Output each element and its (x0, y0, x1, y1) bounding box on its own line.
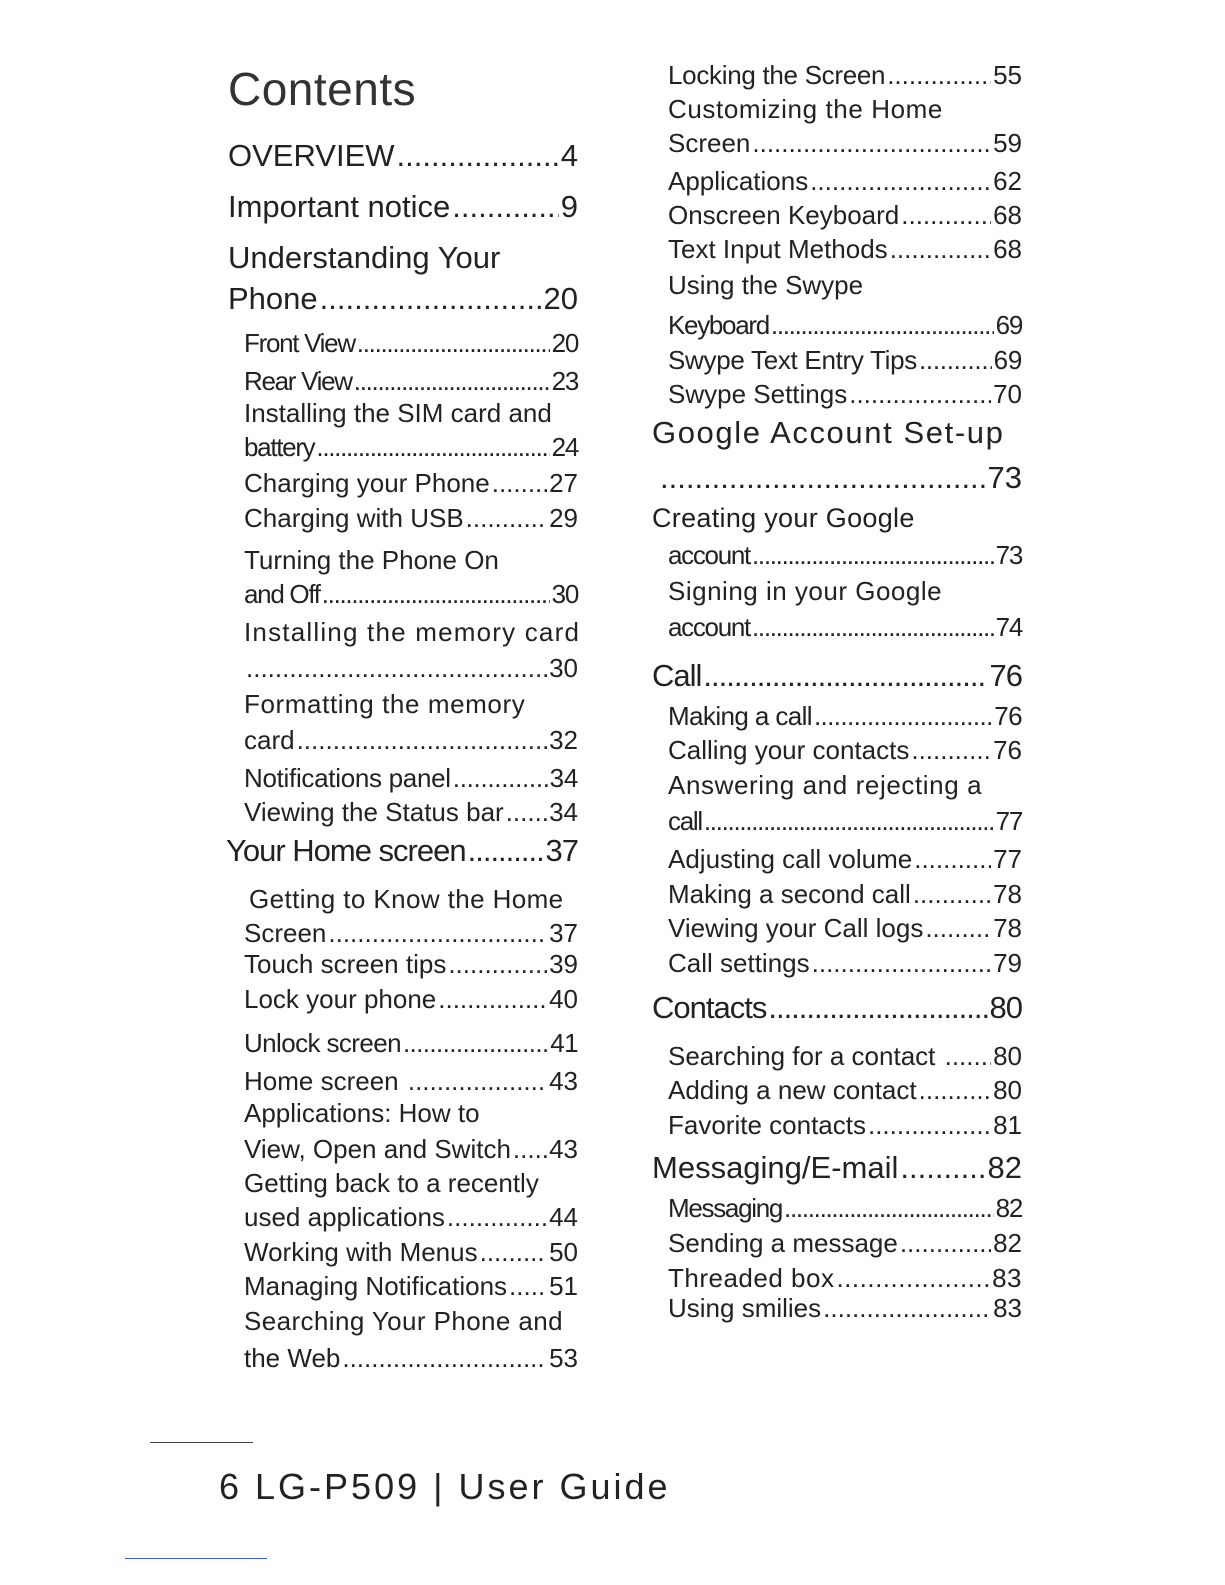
toc-label-line: Understanding Your (228, 240, 501, 275)
toc-page: 82 (987, 1150, 1022, 1185)
toc-entry-install-memory[interactable] (228, 617, 581, 683)
toc-entry-locking-screen[interactable] (652, 62, 1022, 88)
toc-label: Phone (228, 281, 318, 316)
toc-page: 68 (993, 234, 1022, 264)
toc-page: 79 (993, 948, 1022, 978)
toc-label-line: Formatting the memory (244, 689, 526, 719)
toc-entry-google-setup[interactable] (652, 417, 1022, 493)
toc-label: Messaging/E-mail (652, 1150, 899, 1185)
toc-label-line: Answering and rejecting a (668, 770, 983, 800)
toc-page: 76 (989, 658, 1022, 693)
toc-label: Calling your contacts (668, 735, 910, 765)
toc-label: Call settings (668, 948, 810, 978)
toc-entry-making-call[interactable] (652, 703, 1022, 729)
toc-entry-text-input[interactable] (652, 236, 1022, 262)
toc-entry-lock-phone[interactable] (228, 986, 578, 1012)
toc-label: Managing Notifications (244, 1271, 508, 1301)
toc-page: 37 (545, 833, 578, 868)
toc-entry-format-memory[interactable] (228, 691, 578, 753)
toc-label: Adding a new contact (668, 1075, 917, 1105)
toc-entry-overview[interactable] (228, 140, 578, 171)
toc-label: Working with Menus (244, 1237, 478, 1267)
toc-label: View, Open and Switch (244, 1134, 511, 1164)
toc-entry-status-bar[interactable] (228, 799, 578, 825)
toc-label: Making a second call (668, 879, 911, 909)
toc-left-column (226, 62, 581, 1373)
toc-entry-searching[interactable] (228, 1308, 578, 1371)
toc-entry-important-notice[interactable] (228, 191, 578, 222)
toc-label: OVERVIEW (228, 138, 395, 173)
toc-entry-call[interactable] (652, 660, 1022, 691)
page-title: Contents (228, 63, 417, 115)
toc-label: Screen (244, 918, 327, 948)
toc-label-line: Signing in your Google (668, 576, 943, 606)
toc-label: Favorite contacts (668, 1110, 866, 1140)
toc-label: the Web (244, 1343, 341, 1373)
toc-entry-second-call[interactable] (652, 881, 1022, 907)
toc-page: 53 (549, 1343, 578, 1373)
toc-entry-your-home-screen[interactable] (226, 835, 578, 866)
toc-page: 20 (551, 328, 578, 358)
toc-entry-call-settings[interactable] (652, 950, 1022, 976)
toc-label: Messaging (668, 1193, 783, 1223)
toc-entry-working-menus[interactable] (228, 1239, 578, 1265)
toc-label: Call (652, 658, 702, 693)
toc-page: 9 (560, 189, 578, 224)
toc-label: Notifications panel (244, 763, 451, 793)
toc-label-line: Searching Your Phone and (244, 1306, 563, 1336)
bottom-link-underline (125, 1558, 267, 1559)
toc-label: Applications (668, 166, 809, 196)
toc-label-line: Applications: How to (244, 1098, 480, 1128)
toc-page: 81 (993, 1110, 1022, 1140)
footer-rule (150, 1442, 253, 1443)
toc-entry-threaded-box[interactable] (652, 1265, 1022, 1291)
toc-label: Viewing your Call logs (668, 913, 924, 943)
toc-entry-getting-back[interactable] (228, 1170, 578, 1230)
toc-label: Your Home screen (226, 833, 466, 868)
toc-label: used applications (244, 1202, 445, 1232)
toc-label: Onscreen Keyboard (668, 200, 900, 230)
toc-right-column (652, 62, 1022, 1321)
toc-page: 41 (550, 1028, 578, 1058)
toc-page: 77 (995, 806, 1022, 836)
toc-entry-rear-view[interactable] (228, 368, 578, 394)
toc-label: Swype Text Entry Tips (668, 345, 917, 375)
toc-label: card (244, 725, 295, 755)
toc-page: 29 (549, 503, 578, 533)
toc-page: 30 (551, 579, 578, 609)
toc-entry-notifications-panel[interactable] (228, 765, 578, 791)
toc-entry-managing-notifications[interactable] (228, 1273, 578, 1299)
toc-page: 77 (993, 844, 1022, 874)
toc-entry-signing-google[interactable] (652, 578, 1022, 640)
toc-label-line: Customizing the Home (668, 94, 943, 124)
toc-label-line: Using the Swype (668, 270, 864, 300)
toc-entry-swype-tips[interactable] (652, 347, 1022, 373)
toc-entry-unlock-screen[interactable] (228, 1030, 578, 1056)
toc-label: Rear View (244, 366, 352, 396)
toc-entry-touch-tips[interactable] (228, 951, 578, 977)
toc-page: 73 (995, 540, 1022, 570)
toc-label: account (668, 612, 750, 642)
toc-label-line: Installing the SIM card and (244, 398, 552, 428)
toc-page: 44 (549, 1202, 578, 1232)
toc-label: Home screen (244, 1066, 406, 1096)
toc-page: 32 (549, 725, 578, 755)
toc-label: call (668, 806, 702, 836)
toc-page: 82 (995, 1193, 1022, 1223)
toc-page: 83 (993, 1293, 1022, 1323)
toc-label: Making a call (668, 701, 812, 731)
toc-label-line: Turning the Phone On (244, 545, 499, 575)
toc-entry-onscreen-keyboard[interactable] (652, 202, 1022, 228)
toc-page: 74 (995, 612, 1022, 642)
toc-entry-swype-keyboard[interactable] (652, 272, 1022, 338)
toc-page: 68 (993, 200, 1022, 230)
toc-page: 40 (549, 984, 578, 1014)
toc-entry-sending-message[interactable] (652, 1230, 1022, 1256)
toc-label: Charging with USB (244, 503, 464, 533)
toc-page: 50 (549, 1237, 578, 1267)
toc-entry-charging-phone[interactable] (228, 470, 578, 496)
toc-page: 4 (560, 138, 578, 173)
toc-label-line: Getting back to a recently (244, 1168, 539, 1198)
toc-page: 59 (993, 128, 1022, 158)
toc-label: Adjusting call volume (668, 844, 913, 874)
toc-entry-search-contact[interactable] (652, 1043, 1022, 1069)
toc-label: Screen (668, 128, 751, 158)
toc-label: Sending a message (668, 1228, 898, 1258)
toc-entry-applications-how-to[interactable] (228, 1100, 578, 1162)
toc-page: 30 (549, 653, 578, 683)
toc-label-line: Google Account Set-up (652, 415, 1005, 450)
toc-page: 34 (549, 797, 578, 827)
toc-entry-understanding[interactable] (228, 242, 578, 314)
toc-label: Unlock screen (244, 1028, 401, 1058)
toc-entry-charging-usb[interactable] (228, 505, 578, 531)
toc-page: 80 (989, 990, 1022, 1025)
toc-page: 39 (549, 949, 578, 979)
toc-entry-using-smilies[interactable] (652, 1295, 1022, 1321)
toc-page: 24 (551, 432, 578, 462)
toc-page: 34 (549, 763, 578, 793)
toc-page: 20 (543, 281, 578, 316)
toc-entry-swype-settings[interactable] (652, 381, 1022, 407)
toc-entry-getting-to-know[interactable] (228, 886, 578, 946)
toc-label: battery (244, 432, 315, 462)
toc-page: 51 (549, 1271, 578, 1301)
toc-label: Contacts (652, 990, 767, 1025)
toc-page: 62 (993, 166, 1022, 196)
toc-page: 55 (993, 60, 1022, 90)
toc-page: 78 (993, 879, 1022, 909)
toc-label-line: Installing the memory card (244, 617, 581, 647)
toc-label: Viewing the Status bar (244, 797, 504, 827)
toc-label: Swype Settings (668, 379, 848, 409)
toc-page: 69 (995, 310, 1022, 340)
toc-page: 43 (549, 1066, 578, 1096)
page-footer: 6 LG-P509 | User Guide (219, 1466, 671, 1507)
toc-label: Keyboard (668, 310, 769, 340)
toc-label: Locking the Screen (668, 60, 886, 90)
toc-page: 82 (993, 1228, 1022, 1258)
toc-label: and Off (244, 579, 320, 609)
toc-page: 73 (987, 460, 1022, 495)
toc-entry-call-logs[interactable] (652, 915, 1022, 941)
toc-page: 23 (551, 366, 578, 396)
toc-label: Searching for a contact (668, 1041, 943, 1071)
toc-entry-contacts[interactable] (652, 992, 1022, 1023)
toc-label-line: Creating your Google (652, 503, 915, 533)
toc-page: 43 (549, 1134, 578, 1164)
toc-label: Front View (244, 328, 355, 358)
toc-label: Charging your Phone (244, 468, 490, 498)
toc-entry-sim-card[interactable] (228, 400, 578, 460)
toc-entry-front-view[interactable] (228, 330, 578, 356)
toc-label: Text Input Methods (668, 234, 888, 264)
toc-entry-messaging[interactable] (652, 1195, 1022, 1221)
toc-page: 78 (993, 913, 1022, 943)
toc-label: Important notice (228, 189, 451, 224)
toc-entry-add-contact[interactable] (652, 1077, 1022, 1103)
toc-label: account (668, 540, 750, 570)
toc-entry-messaging-email[interactable] (652, 1152, 1022, 1183)
toc-label: Using smilies (668, 1293, 822, 1323)
toc-entry-home-screen[interactable] (228, 1068, 578, 1094)
toc-page: 69 (993, 345, 1022, 375)
toc-entry-call-volume[interactable] (652, 846, 1022, 872)
toc-page: 76 (993, 735, 1022, 765)
toc-label-line: Getting to Know the Home (249, 884, 564, 914)
toc-label: Touch screen tips (244, 949, 447, 979)
toc-entry-creating-google[interactable] (652, 505, 1022, 568)
toc-label: Threaded box (668, 1263, 835, 1293)
toc-entry-turning-on-off[interactable] (228, 547, 578, 607)
toc-page: 80 (993, 1075, 1022, 1105)
toc-page: 80 (993, 1041, 1022, 1071)
toc-entry-customizing-home[interactable] (652, 96, 1022, 156)
toc-page: 37 (549, 918, 578, 948)
toc-entry-favorites[interactable] (652, 1112, 1022, 1138)
toc-page: 76 (994, 701, 1022, 731)
toc-label: Lock your phone (244, 984, 437, 1014)
toc-page: 83 (992, 1263, 1022, 1293)
toc-entry-calling-contacts[interactable] (652, 737, 1022, 763)
toc-entry-answering[interactable] (652, 772, 1022, 834)
toc-page: 70 (993, 379, 1022, 409)
toc-page: 27 (549, 468, 578, 498)
toc-entry-applications[interactable] (652, 168, 1022, 194)
